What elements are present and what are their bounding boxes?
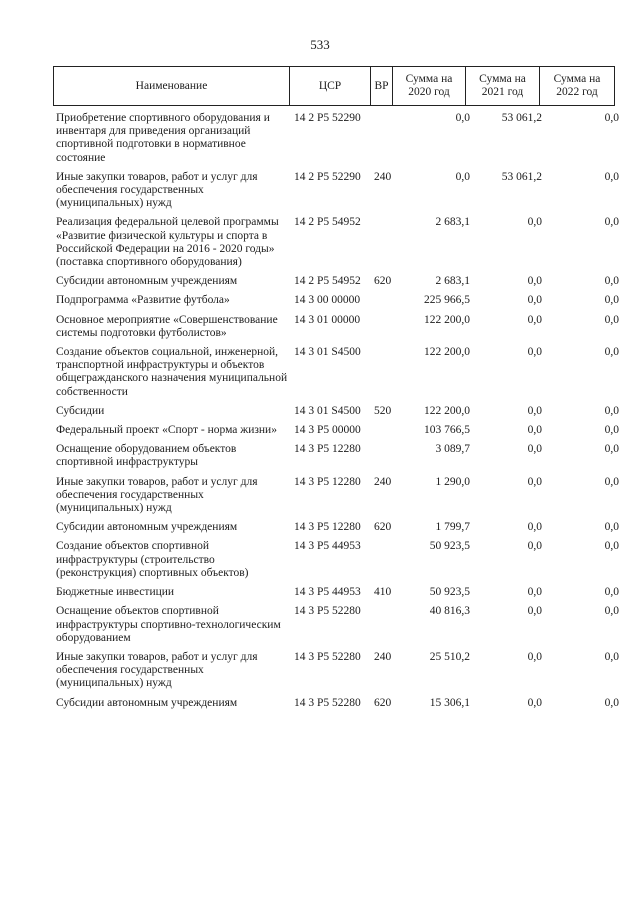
header-sum-2022: Сумма на 2022 год [540,67,615,106]
row-sum-2021: 0,0 [527,216,542,229]
row-vr [374,216,400,269]
header-sum-2021: Сумма на 2021 год [466,67,540,106]
row-sum-2020: 1 799,7 [435,521,470,534]
row-name: Иные закупки товаров, работ и услуг для обеспечения государственных (муниципальных) нужд [56,650,258,690]
row-csr: 14 3 P5 12280 [294,443,361,456]
row-name: Субсидии [56,404,105,417]
row-csr: 14 2 P5 54952 [294,275,361,288]
row-sum-2022: 0,0 [604,475,619,488]
row-name: Приобретение спортивного оборудования и инвентаря для приведения организаций спортивной подготовки в нормативное состояние [56,112,270,164]
row-name: Иные закупки товаров, работ и услуг для обеспечения государственных (муниципальных) нужд [56,475,258,515]
row-sum-2021: 0,0 [527,275,542,288]
row-sum-2021: 0,0 [527,586,542,599]
row-sum-2020: 2 683,1 [435,275,470,288]
row-sum-2020: 15 306,1 [429,696,470,709]
row-csr: 14 3 P5 52280 [294,605,361,618]
row-vr: 240 [374,170,392,183]
row-csr: 14 3 P5 12280 [294,521,361,534]
row-sum-2022: 0,0 [604,443,619,456]
header-sum-2020: Сумма на 2020 год [393,67,466,106]
row-sum-2022: 0,0 [604,586,619,599]
row-vr [374,443,400,469]
row-sum-2022: 0,0 [604,313,619,326]
row-sum-2021: 0,0 [527,696,542,709]
table-row [56,540,619,580]
row-name: Создание объектов спортивной инфраструктуры (строительство (реконструкция) спортивных объектов) [56,540,249,579]
row-csr: 14 2 P5 52290 [294,170,361,183]
row-sum-2021: 0,0 [527,540,542,553]
row-csr: 14 3 P5 52280 [294,696,361,709]
row-sum-2020: 0,0 [455,112,470,124]
row-csr: 14 3 P5 44953 [294,540,361,553]
row-name: Субсидии автономным учреждениям [56,275,238,288]
page-number: 533 [310,37,330,52]
row-sum-2022: 0,0 [604,650,619,663]
row-sum-2022: 0,0 [604,521,619,534]
row-vr: 240 [374,475,392,488]
table-row [56,112,619,165]
row-vr [374,605,400,645]
row-name: Бюджетные инвестиции [56,586,175,599]
row-sum-2020: 25 510,2 [429,650,470,663]
row-sum-2021: 0,0 [527,605,542,618]
row-sum-2020: 103 766,5 [424,424,470,437]
row-vr [374,112,400,165]
row-sum-2020: 50 923,5 [429,540,470,553]
row-csr: 14 2 P5 54952 [294,216,361,229]
row-sum-2022: 0,0 [604,540,619,553]
row-vr: 520 [374,404,392,417]
row-sum-2021: 53 061,2 [501,170,542,183]
row-name: Иные закупки товаров, работ и услуг для обеспечения государственных (муниципальных) нужд [56,170,258,210]
header-vr: ВР [371,67,393,106]
row-sum-2020: 2 683,1 [435,216,470,229]
row-vr: 240 [374,650,392,663]
row-csr: 14 3 P5 44953 [294,586,361,599]
row-sum-2021: 0,0 [527,346,542,359]
row-sum-2020: 50 923,5 [429,586,470,599]
row-sum-2021: 53 061,2 [501,112,542,124]
table-row [56,346,619,399]
row-sum-2021: 0,0 [527,443,542,456]
row-name: Субсидии автономным учреждениям [56,521,238,534]
row-sum-2020: 225 966,5 [424,294,470,307]
row-name: Оснащение объектов спортивной инфраструктуры спортивно-технологическим оборудованием [56,605,281,644]
row-sum-2022: 0,0 [604,605,619,618]
table-row [56,650,619,691]
header-name: Наименование [54,67,290,106]
table-row [56,424,619,437]
row-csr: 14 3 01 S4500 [294,404,361,417]
row-sum-2022: 0,0 [604,424,619,437]
row-sum-2021: 0,0 [527,313,542,326]
row-sum-2022: 0,0 [604,112,619,124]
row-vr [374,294,400,307]
row-name: Подпрограмма «Развитие футбола» [56,294,230,307]
table-row [56,216,619,269]
row-vr: 620 [374,521,392,534]
row-sum-2022: 0,0 [604,216,619,229]
row-sum-2020: 3 089,7 [435,443,470,456]
row-csr: 14 3 01 00000 [294,313,361,326]
row-sum-2022: 0,0 [604,404,619,417]
row-name: Создание объектов социальной, инженерной, транспортной инфраструктуры и объектов общегражданского назначения муниципальной собственности [56,346,288,398]
row-csr: 14 3 P5 00000 [294,424,361,437]
table-body [56,112,619,716]
row-csr: 14 3 00 00000 [294,294,361,307]
row-vr [374,314,400,340]
row-sum-2022: 0,0 [604,170,619,183]
row-vr: 620 [374,275,392,288]
row-sum-2020: 0,0 [455,170,470,183]
row-vr [374,346,400,399]
row-csr: 14 3 01 S4500 [294,346,361,359]
table-row [56,586,619,599]
table-row [56,443,619,469]
table-row [56,170,619,211]
row-sum-2021: 0,0 [527,294,542,307]
table-row [56,605,619,645]
row-csr: 14 2 P5 52290 [294,112,361,124]
header-csr: ЦСР [290,67,371,106]
row-vr: 410 [374,586,392,599]
row-vr [374,540,400,580]
row-sum-2022: 0,0 [604,696,619,709]
row-sum-2020: 122 200,0 [424,404,470,417]
row-name: Субсидии автономным учреждениям [56,696,238,709]
row-name: Реализация федеральной целевой программы «Развитие физической культуры и спорта в Российской Федерации на 2016 - 2020 годы» (поставка спортивного оборудования) [56,216,279,269]
row-name: Оснащение оборудованием объектов спортивной инфраструктуры [56,443,237,469]
table-row [56,313,619,340]
row-csr: 14 3 P5 52280 [294,650,361,663]
row-name: Федеральный проект «Спорт - норма жизни» [56,424,277,437]
row-sum-2020: 122 200,0 [424,346,470,359]
table-row [56,404,619,418]
table-row [56,696,619,710]
row-sum-2020: 1 290,0 [435,475,470,488]
row-sum-2020: 40 816,3 [429,605,470,618]
row-vr: 620 [374,696,392,709]
row-sum-2021: 0,0 [527,424,542,437]
row-sum-2021: 0,0 [527,404,542,417]
row-name: Основное мероприятие «Совершенствование системы подготовки футболистов» [56,313,278,339]
table-row [56,521,619,534]
row-sum-2021: 0,0 [527,475,542,488]
table-row [56,294,619,307]
row-sum-2022: 0,0 [604,275,619,288]
table-row [56,475,619,516]
row-vr [374,424,400,437]
table-row [56,275,619,288]
row-sum-2022: 0,0 [604,294,619,307]
row-sum-2021: 0,0 [527,650,542,663]
row-sum-2021: 0,0 [527,521,542,534]
row-sum-2020: 122 200,0 [424,313,470,326]
row-sum-2022: 0,0 [604,346,619,359]
table-header [53,66,615,106]
row-csr: 14 3 P5 12280 [294,475,361,488]
